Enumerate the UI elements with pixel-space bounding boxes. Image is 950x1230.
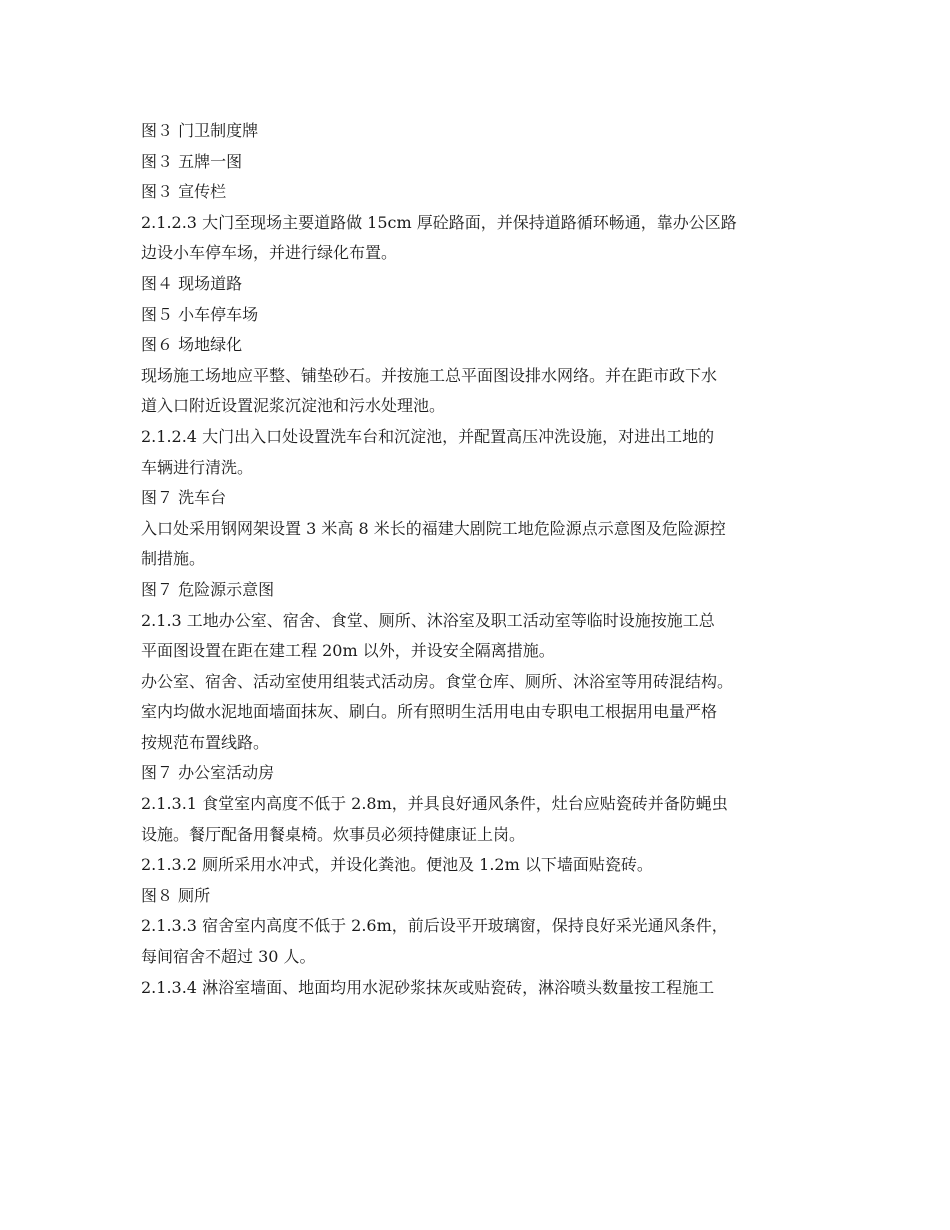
caption-line: 图５ 小车停车场	[141, 304, 259, 324]
paragraph-line: 道入口附近设置泥浆沉淀池和污水处理池。	[141, 396, 446, 416]
caption-line: 图４ 现场道路	[141, 273, 243, 293]
caption-line: 图７ 危险源示意图	[141, 579, 275, 599]
paragraph-line: 制措施。	[141, 549, 206, 569]
paragraph-line: 按规范布置线路。	[141, 732, 270, 752]
caption-line: 图３ 门卫制度牌	[141, 121, 259, 140]
paragraph-line: 2.1.2.4 大门出入口处设置洗车台和沉淀池，并配置高压冲洗设施，对进出工地的	[141, 426, 715, 446]
paragraph-line: 2.1.3.4 淋浴室墙面、地面均用水泥砂浆抹灰或贴瓷砖，淋浴喷头数量按工程施工	[141, 977, 715, 997]
paragraph-line: 2.1.3.3 宿舍室内高度不低于 2.6m，前后设平开玻璃窗，保持良好采光通风条件，	[141, 916, 728, 936]
paragraph-line: 室内均做水泥地面墙面抹灰、刷白。所有照明生活用电由专职电工根据用电量严格	[141, 702, 718, 722]
document-body	[141, 116, 821, 1003]
paragraph-line: 边设小车停车场，并进行绿化布置。	[141, 243, 398, 263]
paragraph-line: 办公室、宿舍、活动室使用组装式活动房。食堂仓库、厕所、沐浴室等用砖混结构。	[141, 671, 734, 691]
caption-line: 图３ 宣传栏	[141, 182, 227, 202]
paragraph-line: 设施。餐厅配备用餐桌椅。炊事员必须持健康证上岗。	[141, 824, 526, 844]
paragraph-line: 现场施工场地应平整、铺垫砂石。并按施工总平面图设排水网络。并在距市政下水	[141, 365, 718, 385]
paragraph-line: 车辆进行清洗。	[141, 457, 254, 477]
paragraph-line: 2.1.2.3 大门至现场主要道路做 15cm 厚砼路面，并保持道路循环畅通，靠办公区路	[141, 212, 737, 232]
caption-line: 图７ 洗车台	[141, 488, 227, 508]
paragraph-line: 2.1.3 工地办公室、宿舍、食堂、厕所、沐浴室及职工活动室等临时设施按施工总	[141, 610, 715, 630]
paragraph-line: 每间宿舍不超过 30 人。	[141, 947, 316, 967]
paragraph-line: 入口处采用钢网架设置 3 米高 8 米长的福建大剧院工地危险源点示意图及危险源控	[141, 518, 726, 538]
caption-line: 图８ 厕所	[141, 885, 211, 905]
caption-line: 图７ 办公室活动房	[141, 763, 275, 783]
caption-line: 图６ 场地绿化	[141, 335, 243, 355]
paragraph-line: 平面图设置在距在建工程 20m 以外，并设安全隔离措施。	[141, 641, 555, 661]
paragraph-line: 2.1.3.1 食堂室内高度不低于 2.8m，并具良好通风条件，灶台应贴瓷砖并备防蝇虫	[141, 794, 728, 814]
caption-line: 图３ 五牌一图	[141, 151, 243, 171]
paragraph-line: 2.1.3.2 厕所采用水冲式，并设化粪池。便池及 1.2m 以下墙面贴瓷砖。	[141, 855, 653, 875]
